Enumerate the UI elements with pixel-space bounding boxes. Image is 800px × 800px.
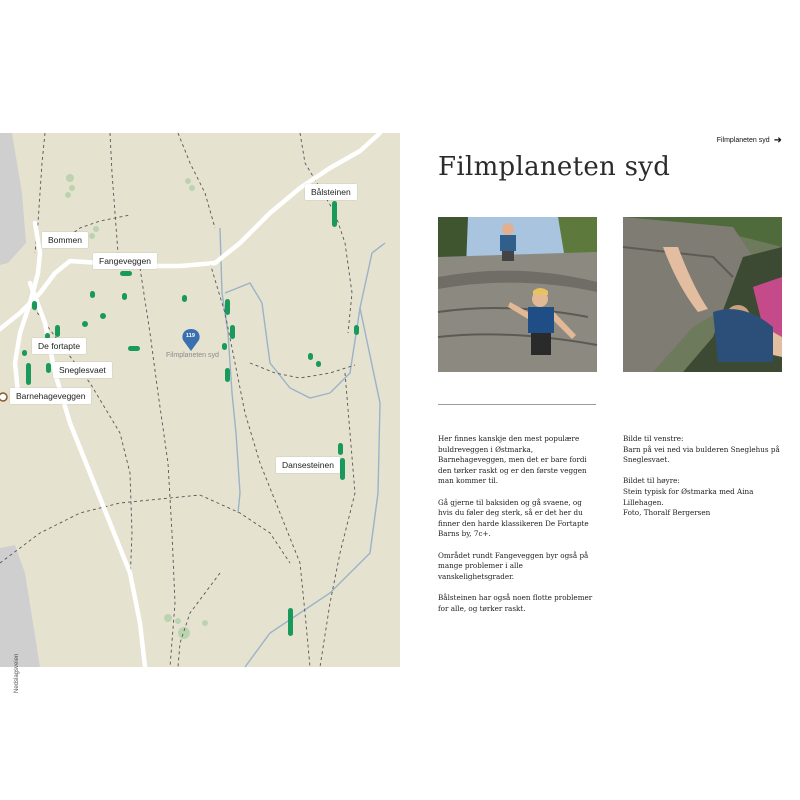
body-paragraph-1: Her finnes kanskje den mest populære buldreveggen i Østmarka, Barnehageveggen, men det er bare fordi den tørker raskt og er den første veggen man kommer til.: [438, 434, 587, 486]
marker-number: 119: [186, 333, 195, 339]
label-bommen[interactable]: Bommen: [42, 232, 88, 248]
map-pin-icon: [0, 393, 7, 401]
page-nav[interactable]: [717, 137, 782, 144]
page-title: Filmplaneten syd: [438, 152, 671, 182]
photo-credit: Foto, Thoralf Bergersen: [623, 508, 711, 518]
photo-children-on-rock: [438, 217, 597, 372]
body-text: [438, 434, 598, 625]
streams: [220, 228, 385, 667]
arrow-right-icon[interactable]: ➜: [773, 135, 782, 146]
caption-left: [623, 434, 783, 466]
marker-name: Filmplaneten syd: [166, 352, 219, 359]
built-area: [0, 133, 26, 265]
caption-left-text: Barn på vei ned via bulderen Sneglehus på Sneglesvaet.: [623, 444, 780, 465]
body-paragraph-4: Bålsteinen har også noen flotte problemer for alle, og tørker raskt.: [438, 592, 593, 613]
body-paragraph-3: Området rundt Fangeveggen byr også på mange problemer i alle vanskelighetsgrader.: [438, 550, 589, 581]
caption-left-heading: Bilde til venstre:: [623, 434, 684, 443]
built-area: [0, 545, 40, 667]
photo-captions: [623, 434, 783, 529]
map[interactable]: [0, 133, 400, 693]
body-paragraph-2: Gå gjerne til baksiden og gå svaene, og hvis du føler deg sterk, så er det her du finner den harde klassikeren De Fortapte Barns by, 7c+.: [438, 497, 589, 539]
photo-climber-on-boulder: [623, 217, 782, 372]
caption-right: [623, 476, 783, 518]
divider: [438, 404, 596, 405]
label-balsteinen[interactable]: Bålsteinen: [305, 184, 357, 200]
road-name: Nedslagsveien: [14, 653, 20, 693]
nav-label[interactable]: Filmplaneten syd: [716, 137, 770, 144]
label-dansesteinen[interactable]: Dansesteinen: [276, 457, 340, 473]
label-sneglesvaet[interactable]: Sneglesvaet: [53, 362, 112, 378]
label-de-fortapte[interactable]: De fortapte: [32, 338, 86, 354]
label-fangeveggen[interactable]: Fangeveggen: [93, 253, 157, 269]
label-barnehageveggen[interactable]: Barnehageveggen: [10, 388, 91, 404]
caption-right-text: Stein typisk for Østmarka med Aina Lillehagen.: [623, 486, 754, 507]
caption-right-heading: Bildet til høyre:: [623, 476, 680, 486]
